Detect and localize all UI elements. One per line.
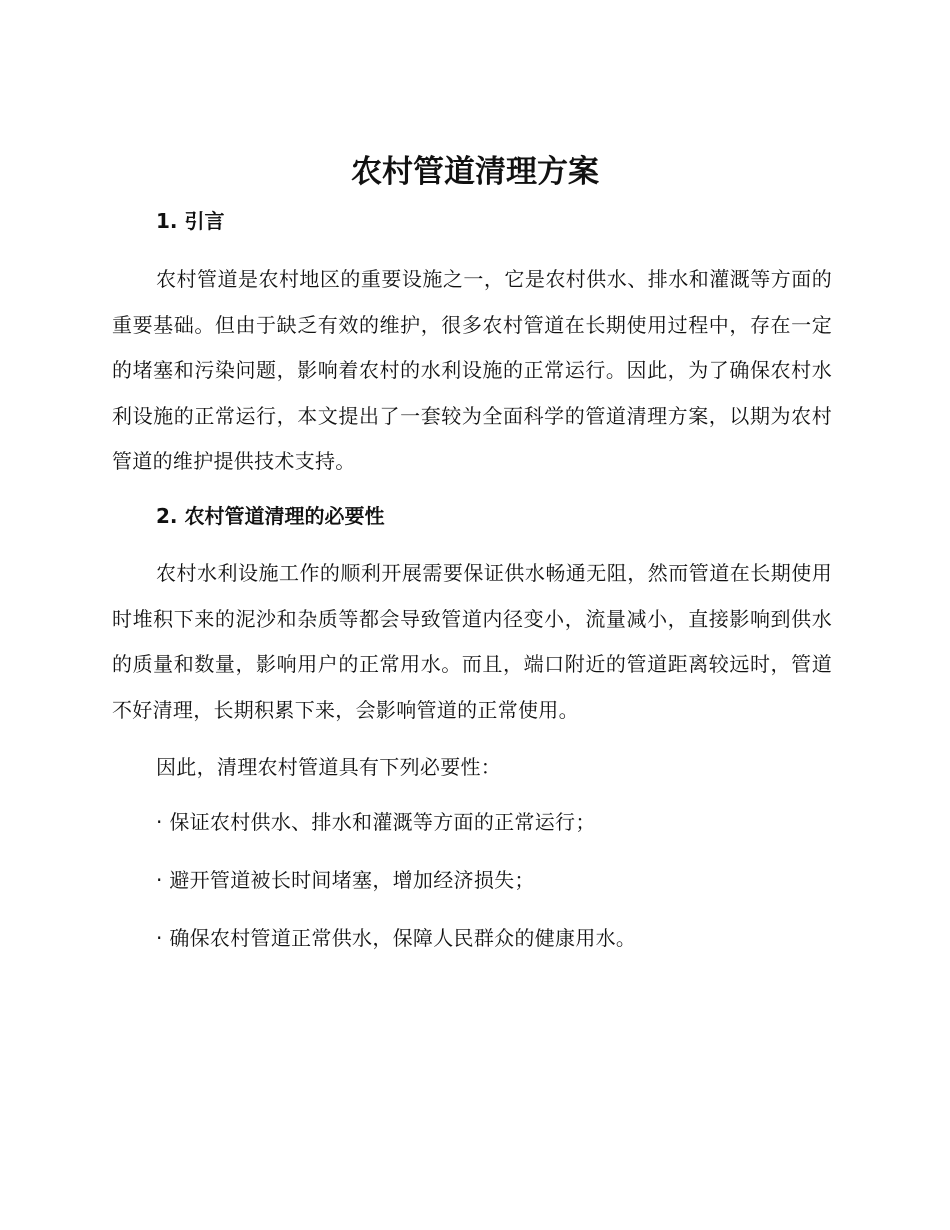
bullet-item: · 确保农村管道正常供水，保障人民群众的健康用水。 xyxy=(156,926,637,950)
section-heading-introduction: 1. 引言 xyxy=(156,209,225,233)
section-heading-necessity: 2. 农村管道清理的必要性 xyxy=(156,504,385,528)
necessity-intro-text: 因此，清理农村管道具有下列必要性： xyxy=(156,755,502,779)
necessity-paragraph: 农村水利设施工作的顺利开展需要保证供水畅通无阻，然而管道在长期使用时堆积下来的泥沙和杂质等都会导致管道内径变小，流量减小，直接影响到供水的质量和数量，影响用户的正常用水。而且，端口附近的管道距离较远时，管道不好清理，长期积累下来，会影响管道的正常使用。 xyxy=(112,561,832,722)
document-title: 农村管道清理方案 xyxy=(351,154,599,190)
introduction-paragraph: 农村管道是农村地区的重要设施之一，它是农村供水、排水和灌溉等方面的重要基础。但由于缺乏有效的维护，很多农村管道在长期使用过程中，存在一定的堵塞和污染问题，影响着农村的水利设施的正常运行。因此，为了确保农村水利设施的正常运行，本文提出了一套较为全面科学的管道清理方案，以期为农村管道的维护提供技术支持。 xyxy=(112,267,832,473)
bullet-item: · 避开管道被长时间堵塞，增加经济损失； xyxy=(156,868,535,892)
bullet-item: · 保证农村供水、排水和灌溉等方面的正常运行； xyxy=(156,810,596,834)
